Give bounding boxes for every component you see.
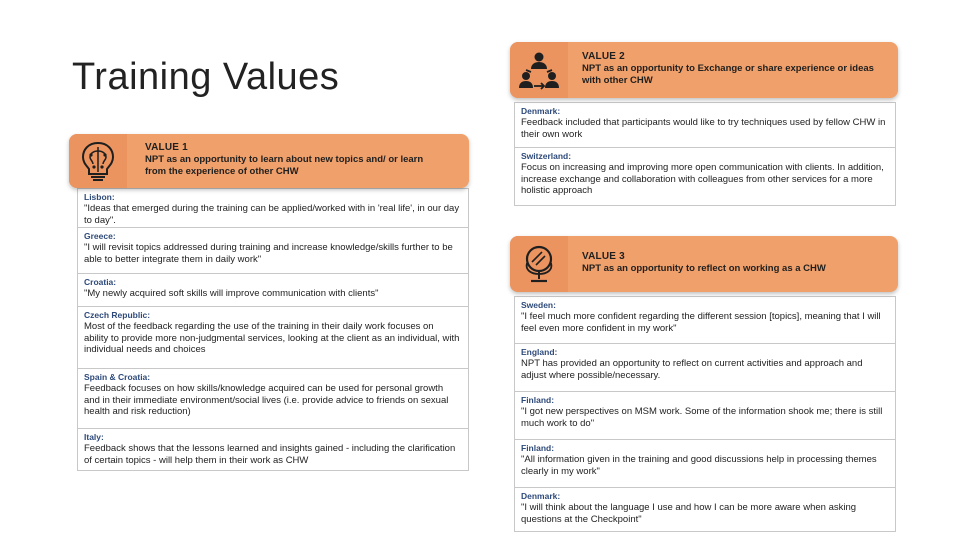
entry-country: Spain & Croatia: — [84, 372, 151, 382]
entry-text: "All information given in the training and good discussions help in processing themes clearly in my work" — [521, 454, 877, 477]
entry-text: "I will think about the language I use and how I can be more aware when asking questions at the Checkpoint" — [521, 502, 857, 525]
feedback-entry — [77, 369, 469, 429]
feedback-entry — [514, 488, 896, 532]
entry-country: Denmark: — [521, 106, 561, 116]
feedback-entry — [514, 102, 896, 148]
entry-text: "My newly acquired soft skills will improve communication with clients" — [84, 288, 379, 299]
slide-title: Training Values — [72, 56, 340, 98]
entry-text: Feedback shows that the lessons learned and insights gained - including the clarification of certain topics - will help them in their work as CHW — [84, 443, 456, 466]
feedback-entry — [514, 392, 896, 440]
entry-text: NPT has provided an opportunity to reflect on current activities and approach and adjust where possible/necessary. — [521, 358, 863, 381]
entry-country: Denmark: — [521, 491, 561, 501]
feedback-entry — [514, 344, 896, 392]
value1-name: VALUE 1 — [145, 142, 188, 153]
entry-text: "I will revisit topics addressed during training and increase knowledge/skills further to be able to better integrate them in daily work" — [84, 242, 453, 265]
entry-country: Switzerland: — [521, 151, 572, 161]
entry-country: Croatia: — [84, 277, 117, 287]
brain-lightbulb-icon — [69, 134, 127, 188]
feedback-entry — [514, 440, 896, 488]
entry-country: Czech Republic: — [84, 310, 151, 320]
entry-text: "I feel much more confident regarding the different session [topics], meaning that I will feel even more confident in my work" — [521, 311, 881, 334]
entry-text: "I got new perspectives on MSM work. Some of the information shook me; there is still much work to do" — [521, 406, 883, 429]
value2-description: NPT as an opportunity to Exchange or share experience or ideas with other CHW — [582, 63, 874, 86]
value3-description: NPT as an opportunity to reflect on working as a CHW — [582, 263, 826, 274]
entry-text: Feedback focuses on how skills/knowledge acquired can be used for personal growth and in their immediate environment/social lives (i.e. provide advice to friends on sexual health and risk reduction) — [84, 383, 449, 417]
value1-panel — [69, 134, 469, 471]
entry-country: Sweden: — [521, 300, 556, 310]
people-exchange-icon — [510, 42, 568, 98]
value3-panel — [510, 236, 898, 532]
feedback-entry — [514, 148, 896, 206]
feedback-entry — [77, 228, 469, 274]
value3-name: VALUE 3 — [582, 251, 625, 262]
feedback-entry — [77, 274, 469, 307]
mirror-icon — [510, 236, 568, 292]
entry-country: Finland: — [521, 395, 555, 405]
entry-text: Focus on increasing and improving more open communication with clients. In addition, increase exchange and collaboration with colleagues from other services for a more holistic approach — [521, 162, 884, 196]
entry-country: Italy: — [84, 432, 104, 442]
feedback-entry — [77, 188, 469, 228]
value2-name: VALUE 2 — [582, 51, 625, 62]
value1-description: NPT as an opportunity to learn about new topics and/ or learn from the experience of other CHW — [145, 154, 424, 177]
entry-text: Feedback included that participants would like to try techniques used by fellow CHW in their own work — [521, 117, 886, 140]
value2-header — [510, 42, 898, 98]
entry-country: Finland: — [521, 443, 555, 453]
entry-country: Greece: — [84, 231, 116, 241]
value2-panel — [510, 42, 898, 206]
entry-country: England: — [521, 347, 558, 357]
value1-header — [69, 134, 469, 188]
entry-text: "Ideas that emerged during the training can be applied/worked with in 'real life', in our day to day". — [84, 203, 460, 226]
feedback-entry — [77, 429, 469, 471]
entry-text: Most of the feedback regarding the use of the training in their daily work focuses on ability to provide more non-judgmental services, looking at the client as an individual, with individual needs and choices — [84, 321, 460, 355]
value3-header — [510, 236, 898, 292]
entry-country: Lisbon: — [84, 192, 115, 202]
feedback-entry — [514, 296, 896, 344]
feedback-entry — [77, 307, 469, 369]
